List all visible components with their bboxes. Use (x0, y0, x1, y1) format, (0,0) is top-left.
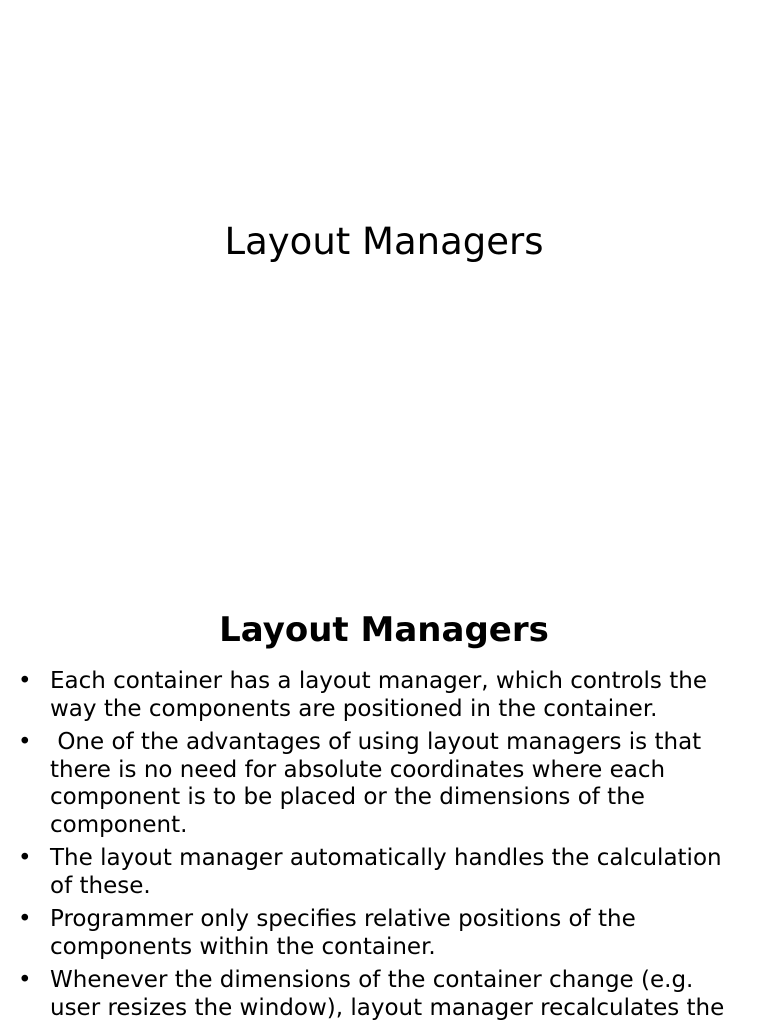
bullet-item (18, 668, 740, 723)
bullet-item (18, 967, 740, 1022)
bullet-icon: • (18, 967, 32, 993)
bullet-text: Programmer only specifies relative positions of the components within the container. (50, 906, 636, 960)
bullet-item (18, 729, 740, 839)
bullet-text: Each container has a layout manager, which controls the way the components are positioned in the container. (50, 668, 707, 722)
bullet-text: One of the advantages of using layout managers is that there is no need for absolute coordinates where each component is to be placed or the dimensions of the component. (50, 729, 709, 838)
bullet-text: Whenever the dimensions of the container change (e.g. user resizes the window), layout manager recalculates the (50, 967, 725, 1021)
bullet-icon: • (18, 668, 32, 694)
bullet-icon: • (18, 906, 32, 932)
content-slide (0, 576, 768, 1024)
bullet-item (18, 845, 740, 900)
bullet-icon: • (18, 729, 32, 755)
bullet-list (18, 668, 740, 1024)
bullet-icon: • (18, 845, 32, 871)
bullet-text: The layout manager automatically handles the calculation of these. (50, 845, 722, 899)
slide-title: Layout Managers (224, 220, 544, 263)
bullet-item (18, 906, 740, 961)
slide-heading: Layout Managers (219, 610, 549, 650)
